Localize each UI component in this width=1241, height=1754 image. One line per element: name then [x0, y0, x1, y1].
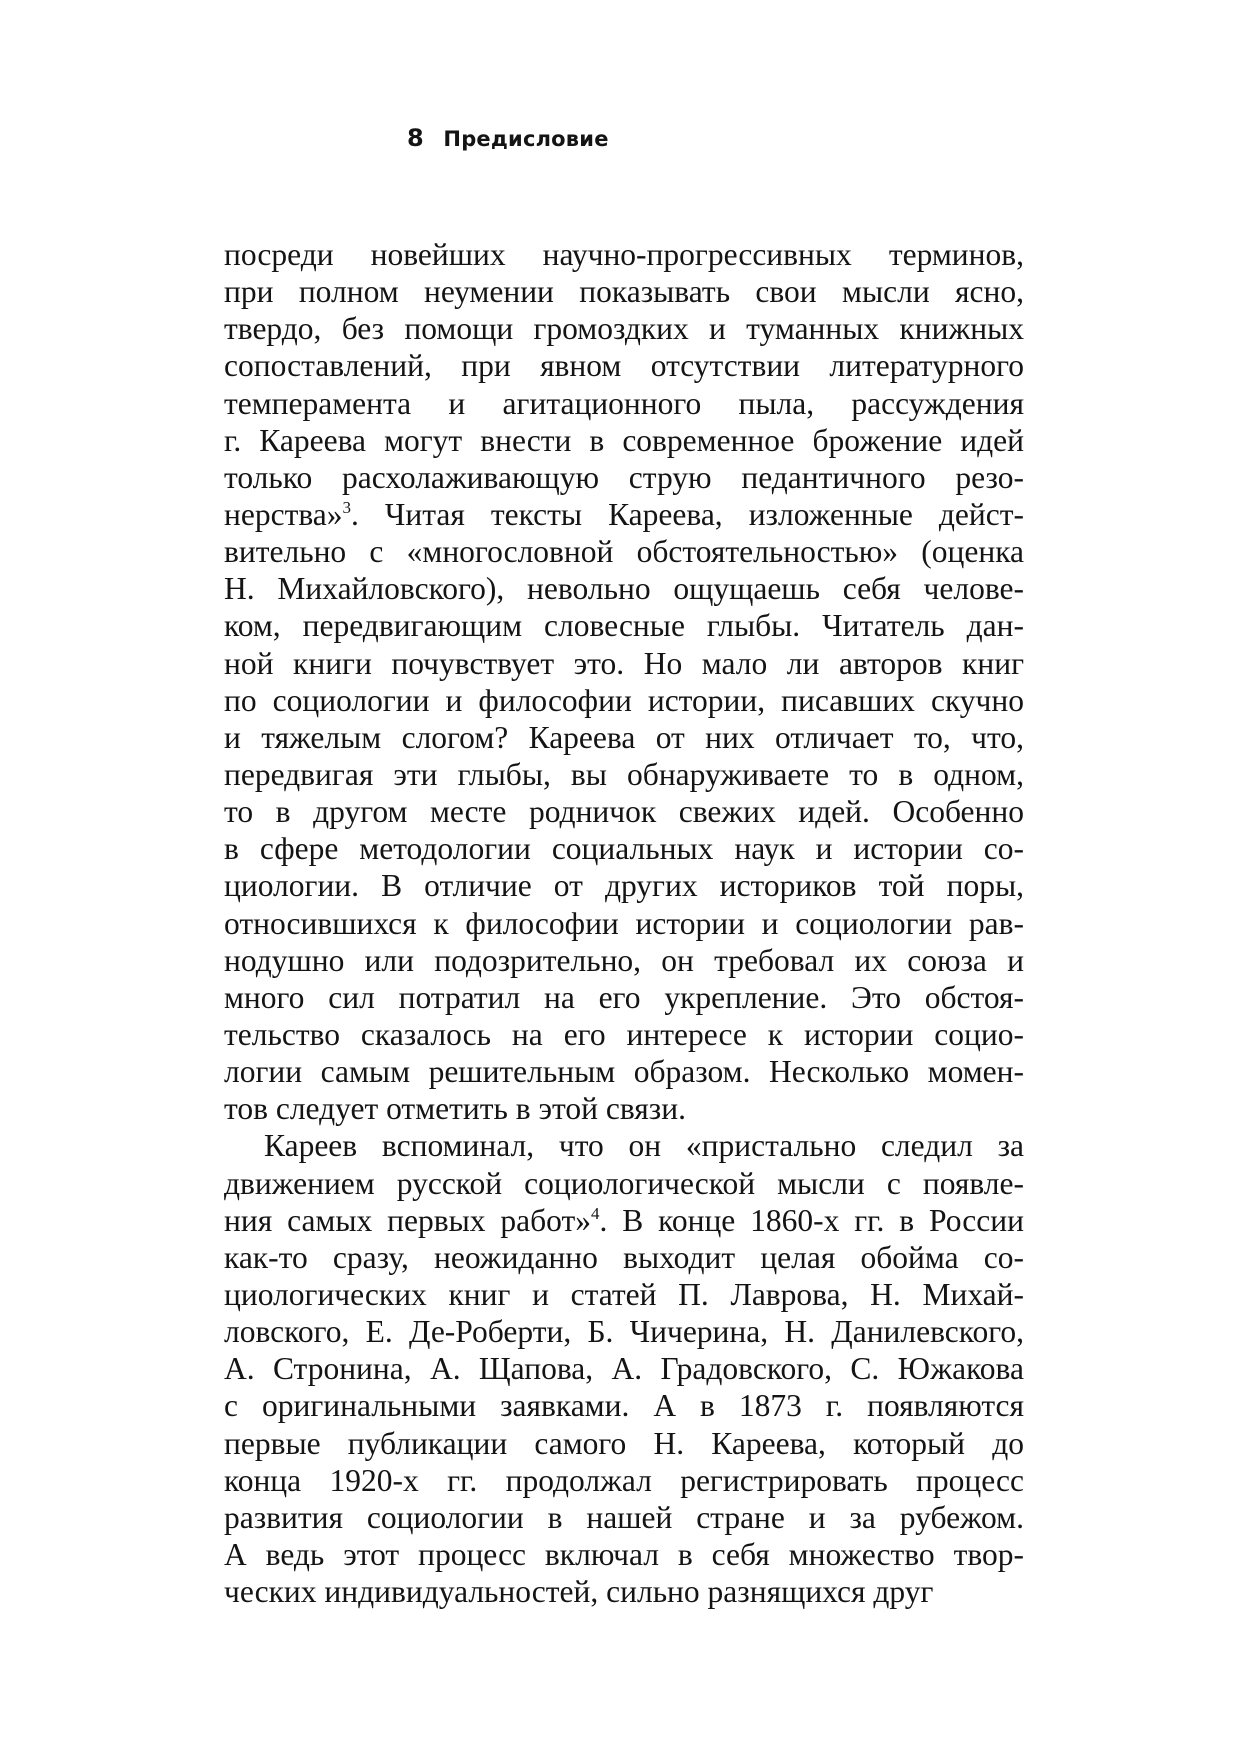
text-line [224, 347, 1024, 384]
paragraph [224, 1127, 1024, 1610]
text-line [224, 905, 1024, 942]
text-line [224, 607, 1024, 644]
text-line [224, 1350, 1024, 1387]
line-text: ной книги почувствует это. Но мало ли авторов книг [224, 645, 1024, 681]
text-line [224, 1090, 1024, 1127]
text-line [224, 1053, 1024, 1090]
text-line [224, 793, 1024, 830]
text-line [224, 1387, 1024, 1424]
line-text: темперамента и агитационного пыла, рассуждения [224, 385, 1024, 421]
text-line [224, 1425, 1024, 1462]
line-text: только расхолаживающую струю педантичного резо- [224, 459, 1024, 495]
text-line [224, 236, 1024, 273]
line-text: вительно с «многословной обстоятельностью» (оценка [224, 534, 1024, 570]
text-line [224, 310, 1024, 347]
text-line [224, 1313, 1024, 1350]
text-line [224, 719, 1024, 756]
line-text: при полном неумении показывать свои мысли ясно, [224, 274, 1024, 310]
paragraph [224, 236, 1024, 1127]
line-text-continued: . Читая тексты Кареева, изложенные дейст- [351, 496, 1024, 532]
text-line [224, 1499, 1024, 1536]
line-text: ния самых первых работ» [224, 1202, 591, 1238]
line-text: твердо, без помощи громоздких и туманных книжных [224, 311, 1024, 347]
text-line [224, 645, 1024, 682]
text-line [224, 1536, 1024, 1573]
text-line [224, 1573, 1024, 1610]
text-line [224, 1016, 1024, 1053]
text-line [224, 533, 1024, 570]
line-text: конца 1920-х гг. продолжал регистрировать процесс [224, 1462, 1024, 1498]
text-line [224, 422, 1024, 459]
line-text-continued: . В конце 1860-х гг. в России [599, 1202, 1024, 1238]
line-text: первые публикации самого Н. Кареева, который до [224, 1425, 1024, 1461]
footnote-ref: 4 [591, 1203, 600, 1223]
line-text: передвигая эти глыбы, вы обнаруживаете то в одном, [224, 756, 1024, 792]
text-line [224, 756, 1024, 793]
line-text: г. Кареева могут внести в современное брожение идей [224, 422, 1024, 458]
text-line [224, 385, 1024, 422]
text-line [224, 570, 1024, 607]
line-text: как-то сразу, неожиданно выходит целая обойма со- [224, 1239, 1024, 1275]
line-text: развития социологии в нашей стране и за рубежом. [224, 1499, 1024, 1535]
line-text: тельство сказалось на его интересе к истории социо- [224, 1016, 1024, 1052]
line-text: по социологии и философии истории, писавших скучно [224, 682, 1024, 718]
line-text: ловского, Е. Де-Роберти, Б. Чичерина, Н. Данилевского, [224, 1314, 1024, 1350]
footnote-ref: 3 [342, 497, 352, 517]
running-head [407, 124, 609, 152]
line-text: то в другом месте родничок свежих идей. Особенно [224, 794, 1024, 830]
line-text: много сил потратил на его укрепление. Это обстоя- [224, 979, 1024, 1015]
page-number: 8 [407, 124, 424, 152]
text-line [224, 830, 1024, 867]
line-text: А. Стронина, А. Щапова, А. Градовского, С. Южакова [224, 1351, 1024, 1387]
line-text: Н. Михайловского), невольно ощущаешь себя челове- [224, 571, 1024, 607]
text-line [224, 1165, 1024, 1202]
text-line [224, 867, 1024, 904]
text-line [224, 459, 1024, 496]
line-text: нерства» [224, 496, 343, 532]
text-line [224, 1239, 1024, 1276]
text-line [224, 979, 1024, 1016]
line-text: относившихся к философии истории и социологии рав- [224, 905, 1024, 941]
text-line [224, 942, 1024, 979]
text-line [224, 682, 1024, 719]
text-line [224, 1462, 1024, 1499]
text-line [224, 1127, 1024, 1164]
line-text: циологии. В отличие от других историков той поры, [224, 868, 1024, 904]
line-text: в сфере методологии социальных наук и истории со- [224, 831, 1024, 867]
line-text: посреди новейших научно-прогрессивных терминов, [224, 237, 1024, 272]
line-text: циологических книг и статей П. Лаврова, Н. Михай- [224, 1276, 1024, 1312]
text-line [224, 1276, 1024, 1313]
line-text: с оригинальными заявками. А в 1873 г. появляются [224, 1388, 1024, 1424]
line-text: А ведь этот процесс включал в себя множество твор- [224, 1536, 1024, 1572]
line-text: движением русской социологической мысли с появле- [224, 1165, 1024, 1201]
text-line [224, 273, 1024, 310]
line-text: логии самым решительным образом. Несколько момен- [224, 1054, 1024, 1090]
line-text: нодушно или подозрительно, он требовал их союза и [224, 942, 1024, 978]
line-text: ком, передвигающим словесные глыбы. Читатель дан- [224, 608, 1024, 644]
line-text: сопоставлений, при явном отсутствии литературного [224, 348, 1024, 384]
section-title: Предисловие [443, 127, 609, 151]
line-text: тов следует отметить в этой связи. [224, 1091, 686, 1127]
text-line [224, 1202, 1024, 1239]
line-text: ческих индивидуальностей, сильно разнящихся друг [224, 1574, 934, 1610]
text-line [224, 496, 1024, 533]
line-text: и тяжелым слогом? Кареева от них отличает то, что, [224, 719, 1024, 755]
line-text: Кареев вспоминал, что он «пристально следил за [264, 1128, 1024, 1164]
body-text [224, 236, 1024, 1610]
